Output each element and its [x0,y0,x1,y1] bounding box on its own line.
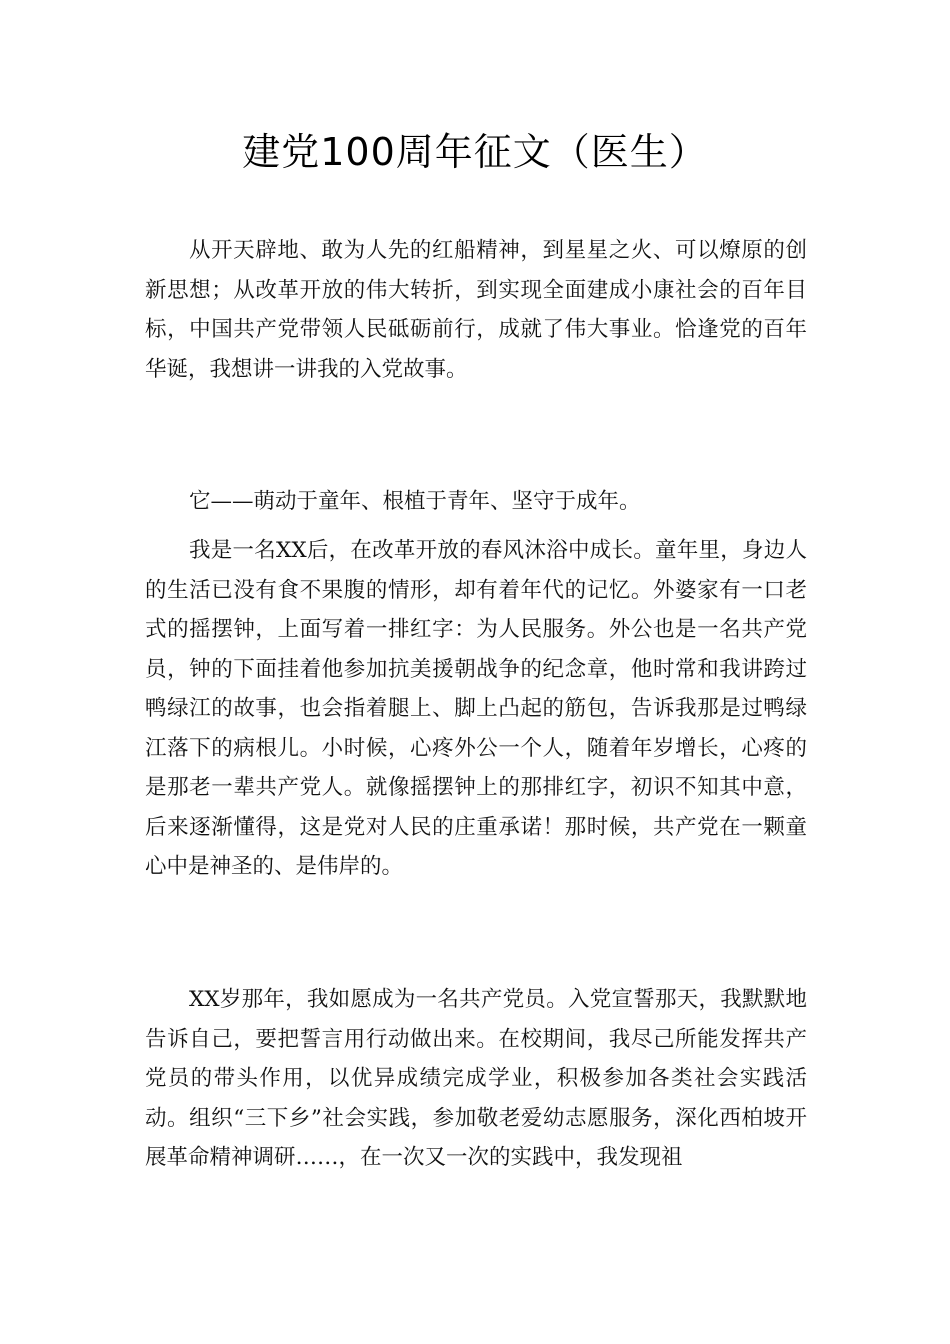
paragraph-3 [145,531,807,887]
paragraph-1 [145,231,807,389]
paragraph-text: XX岁那年，我如愿成为一名共产党员。入党宣誓那天，我默默地告诉自己，要把誓言用行动做出来。在校期间，我尽己所能发挥共产党员的带头作用，以优异成绩完成学业，积极参加各类社会实践活动。组织“三下乡”社会实践，参加敬老爱幼志愿服务，深化西柏坡开展革命精神调研……，在一次又一次的实践中，我发现祖 [145,987,807,1170]
paragraph-4 [145,980,807,1178]
paragraph-text: 从开天辟地、敢为人先的红船精神，到星星之火、可以燎原的创新思想；从改革开放的伟大转折，到实现全面建成小康社会的百年目标，中国共产党带领人民砥砺前行，成就了伟大事业。恰逢党的百年华诞，我想讲一讲我的入党故事。 [145,238,807,382]
paragraph-text: 我是一名XX后，在改革开放的春风沐浴中成长。童年里，身边人的生活已没有食不果腹的情形，却有着年代的记忆。外婆家有一口老式的摇摆钟，上面写着一排红字：为人民服务。外公也是一名共产党员，钟的下面挂着他参加抗美援朝战争的纪念章，他时常和我讲跨过鸭绿江的故事，也会指着腿上、脚上凸起的筋包，告诉我那是过鸭绿江落下的病根儿。小时候，心疼外公一个人，随着年岁增长，心疼的是那老一辈共产党人。就像摇摆钟上的那排红字，初识不知其中意，后来逐渐懂得，这是党对人民的庄重承诺！那时候，共产党在一颗童心中是神圣的、是伟岸的。 [145,538,807,879]
paragraph-2 [145,482,807,522]
paragraph-text: 它——萌动于童年、根植于青年、坚守于成年。 [189,489,641,514]
document-title: 建党100周年征文（医生） [242,130,708,174]
